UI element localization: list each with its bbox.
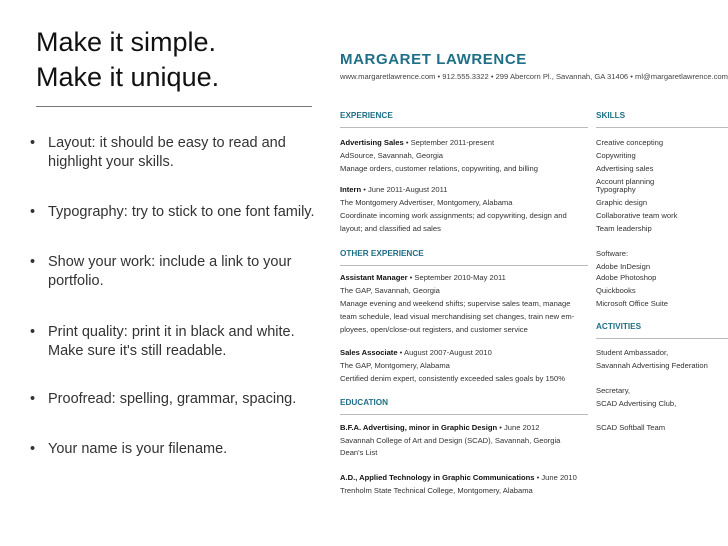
bullet-print-quality (30, 323, 320, 361)
bullet-filename (30, 440, 320, 459)
oth-job2-title: Sales Associate (340, 348, 398, 357)
activity-item: Secretary, (596, 386, 631, 395)
exp-job2-desc2: layout; and classified ad sales (340, 224, 441, 233)
oth-job1-desc2: team schedule, lead visual merchandising set changes, train new em- (340, 312, 575, 321)
oth-job2-dates: • August 2007-August 2010 (397, 348, 492, 357)
activity-item: SCAD Softball Team (596, 423, 666, 432)
exp-job1-dates: • September 2011-present (403, 138, 495, 147)
activity-item: SCAD Advertising Club, (596, 399, 677, 408)
skill-item: Typography (596, 185, 636, 194)
oth-job1-dates: • September 2010-May 2011 (407, 273, 506, 282)
skill-item: Graphic design (596, 198, 648, 207)
skill-item: Copywriting (596, 151, 636, 160)
oth-job1-desc3: ployees, open/close-out registers, and customer service (340, 325, 528, 334)
bullet-text: Typography: try to stick to one font family. (48, 204, 315, 220)
skills-divider (596, 127, 728, 128)
exp-job2-title: Intern (340, 185, 362, 194)
exp-job1-desc: Manage orders, customer relations, copywriting, and billing (340, 164, 538, 173)
activity-item: Student Ambassador, (596, 348, 669, 357)
oth-job1-desc1: Manage evening and weekend shifts; supervise sales team, manage (340, 299, 571, 308)
edu-deg1-note: Dean's List (340, 448, 378, 457)
bullet-dot: • (30, 324, 36, 340)
oth-job1-org: The GAP, Savannah, Georgia (340, 286, 440, 295)
edu-deg1-title: B.F.A. Advertising, minor in Graphic Design (340, 423, 498, 432)
bullet-typography (30, 203, 320, 222)
oth-job2-header (340, 348, 492, 358)
software-item: Adobe Photoshop (596, 273, 657, 282)
exp-job2-header (340, 185, 448, 195)
exp-job1-title: Advertising Sales (340, 138, 404, 147)
experience-divider (340, 127, 588, 128)
skill-item: Advertising sales (596, 164, 654, 173)
bullet-text: Layout: it should be easy to read and highlight your skills. (48, 135, 286, 170)
experience-heading: EXPERIENCE (340, 111, 393, 120)
skill-item: Collaborative team work (596, 211, 678, 220)
skill-item: Account planning (596, 177, 655, 186)
edu-deg1-school: Savannah College of Art and Design (SCAD), Savannah, Georgia (340, 436, 561, 445)
other-experience-divider (340, 265, 588, 266)
skills-heading: SKILLS (596, 111, 626, 120)
software-item: Adobe InDesign (596, 262, 651, 271)
bullet-dot: • (30, 441, 36, 457)
oth-job2-org: The GAP, Montgomery, Alabama (340, 361, 450, 370)
software-item: Quickbooks (596, 286, 636, 295)
software-label: Software: (596, 249, 629, 258)
skill-item: Team leadership (596, 224, 652, 233)
other-experience-heading: OTHER EXPERIENCE (340, 249, 424, 258)
exp-job1-header (340, 138, 494, 148)
bullet-text: Show your work: include a link to your portfolio. (48, 254, 292, 289)
activity-item: Savannah Advertising Federation (596, 361, 708, 370)
bullet-text: Proofread: spelling, grammar, spacing. (48, 391, 297, 407)
exp-job2-desc1: Coordinate incoming work assignments; ad copywriting, design and (340, 211, 567, 220)
bullet-layout (30, 134, 320, 172)
bullet-proofread (30, 390, 320, 409)
bullet-dot: • (30, 254, 36, 270)
skill-item: Creative concepting (596, 138, 664, 147)
oth-job1-header (340, 273, 506, 283)
bullet-text: Print quality: print it in black and white. Make sure it's still readable. (48, 324, 295, 359)
bullet-text: Your name is your filename. (48, 441, 228, 457)
edu-deg2-date: • June 2010 (534, 473, 577, 482)
title-divider (36, 106, 312, 107)
exp-job1-org: AdSource, Savannah, Georgia (340, 151, 444, 160)
education-heading: EDUCATION (340, 398, 389, 407)
bullet-show-work (30, 253, 320, 291)
bullet-dot: • (30, 391, 36, 407)
software-item: Microsoft Office Suite (596, 299, 669, 308)
exp-job2-dates: • June 2011-August 2011 (361, 185, 448, 194)
slide-title-line-2: Make it unique. (36, 62, 220, 92)
resume-name: MARGARET LAWRENCE (340, 51, 527, 68)
oth-job1-title: Assistant Manager (340, 273, 408, 282)
slide-title-line-1: Make it simple. (36, 27, 217, 57)
edu-deg1-date: • June 2012 (497, 423, 540, 432)
activities-heading: ACTIVITIES (596, 322, 642, 331)
bullet-dot: • (30, 204, 36, 220)
resume-contact: www.margaretlawrence.com • 912.555.3322 • 299 Abercorn Pl., Savannah, GA 31406 • ml@margaretlawrence.com (340, 72, 728, 81)
education-divider (340, 414, 588, 415)
edu-deg2-header (340, 473, 577, 483)
edu-deg2-school: Trenholm State Technical College, Montgomery, Alabama (340, 486, 533, 495)
exp-job2-org: The Montgomery Advertiser, Montgomery, Alabama (340, 198, 513, 207)
oth-job2-desc: Certified denim expert, consistently exceeded sales goals by 150% (340, 374, 565, 383)
bullet-dot: • (30, 135, 36, 151)
activities-divider (596, 338, 728, 339)
edu-deg2-title: A.D., Applied Technology in Graphic Communications (340, 473, 535, 482)
edu-deg1-header (340, 423, 539, 433)
